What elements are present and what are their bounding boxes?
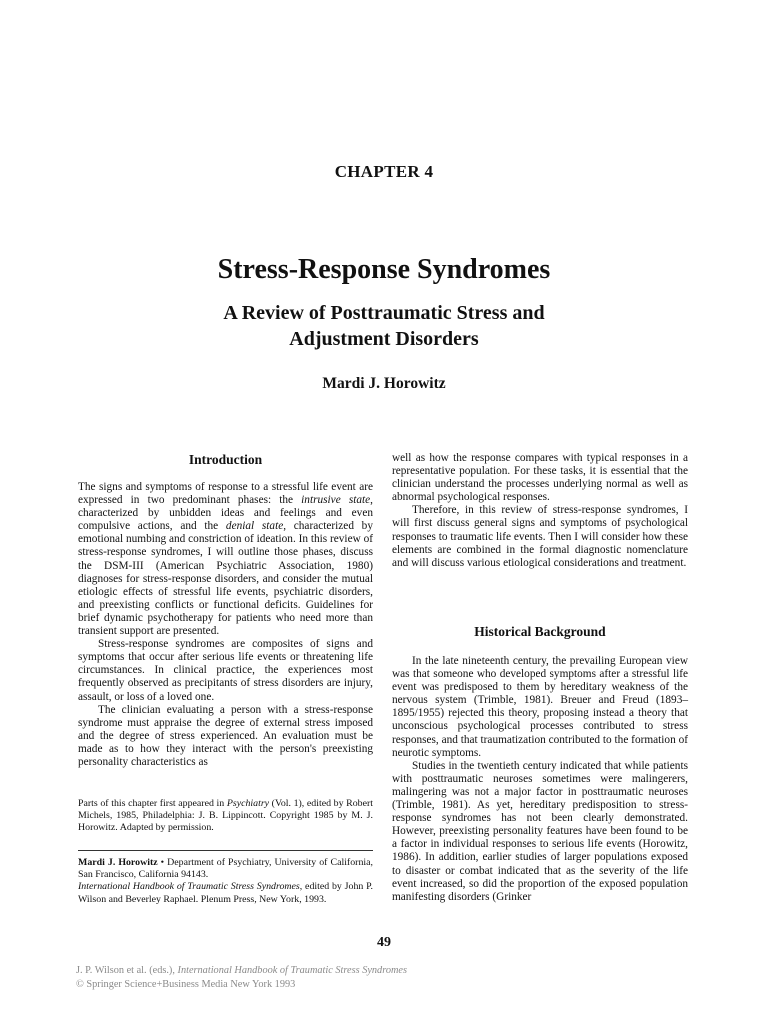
intro-paragraph-3: The clinician evaluating a person with a stress-response syndrome must appraise the degree of external stress imposed and the degree of stress experienced. An evaluation must be made as to how they interact with the person's preexisting personality characteristics as bbox=[78, 703, 373, 768]
footnote-divider bbox=[78, 850, 373, 851]
chapter-title: Stress-Response Syndromes bbox=[217, 254, 551, 285]
text-run: Parts of this chapter first appeared in bbox=[78, 798, 227, 809]
subtitle-line-1: A Review of Posttraumatic Stress and bbox=[223, 302, 545, 324]
page-number: 49 bbox=[377, 935, 391, 950]
section-heading-introduction: Introduction bbox=[188, 452, 263, 467]
text-run: J. P. Wilson et al. (eds.), bbox=[76, 965, 178, 976]
emphasis-denial-state: denial state bbox=[225, 520, 284, 533]
left-column-body bbox=[78, 481, 373, 769]
text-run: (Vol. 1), edited by Robert Michels, 1985, Philadelphia: J. B. Lippincott. Copyright 1985 by M. J. Horowitz. Adapted by permission. bbox=[78, 798, 373, 834]
text-run: , characterized by unbidden ideas and feelings and even compulsive actions, and the bbox=[78, 494, 373, 533]
right-paragraph-1: well as how the response compares with typical responses in a representative population. For these tasks, it is essential that the clinician understand the processes underlying normal as well as abnormal psychological responses. bbox=[392, 452, 688, 504]
text-run: , characterized by emotional numbing and constriction of ideation. In this review of stress-response syndromes, I will outline those phases, discuss the DSM-III (American Psychiatric Association, 1980) diagnoses for stress-response disorders, and consider the mutual etiologic effects of stressful life events, psychiatric disorders, and preexisting conflicts or functional deficits. Guidelines for brief dynamic psychotherapy for patients who need more than transient support are presented. bbox=[78, 520, 373, 638]
source-note-text bbox=[78, 798, 373, 835]
history-paragraph-1: In the late nineteenth century, the prevailing European view was that someone who developed symptoms after a stressful life event was predisposed to them by hereditary weakness of the nervous system (Trimble, 1981). Breuer and Freud (1893–1895/1955) rejected this theory, proposing instead a theory that unconscious psychological processes contributed to stress responses, and that traumatization contributed to the formation of neurotic symptoms. bbox=[392, 655, 688, 759]
bullet-separator: • bbox=[157, 857, 168, 868]
journal-title: Psychiatry bbox=[226, 798, 270, 809]
history-paragraph-2: Studies in the twentieth century indicated that while patients with posttraumatic neuroses sometimes were malingerers, malingering was not a major factor in posttraumatic neuroses (Trimble, 1981). As yet, hereditary predisposition to stress-response syndromes has not been clearly demonstrated. However, preexisting personality features have been found to be a factor in individual responses to serious life events (Horowitz, 1986). In addition, earlier studies of larger populations exposed to disaster or combat indicated that as the severity of the life event increased, so did the proportion of the exposed population manifesting disorders (Grinker bbox=[392, 759, 688, 903]
footer-line-1 bbox=[76, 964, 407, 978]
author-name: Mardi J. Horowitz bbox=[322, 375, 446, 392]
right-column-top bbox=[392, 452, 688, 570]
affiliation-author: Mardi J. Horowitz bbox=[78, 857, 158, 868]
book-details: , edited by John P. Wilson and Beverley Raphael. Plenum Press, New York, 1993. bbox=[78, 881, 374, 905]
author-affiliation-note bbox=[78, 857, 373, 906]
footer-line-2: © Springer Science+Business Media New York 1993 bbox=[76, 979, 296, 990]
footer-book-title: International Handbook of Traumatic Stress Syndromes bbox=[177, 965, 407, 976]
section-heading-historical-background: Historical Background bbox=[474, 624, 606, 639]
affiliation-text bbox=[78, 857, 373, 881]
chapter-label: CHAPTER 4 bbox=[334, 162, 434, 181]
right-paragraph-2: Therefore, in this review of stress-response syndromes, I will first discuss general signs and symptoms of psychological responses to traumatic life events. Then I will consider how these elements are combined in the formal diagnostic nomenclature and will discuss various etiological considerations and treatment. bbox=[392, 504, 688, 569]
chapter-subtitle bbox=[0, 300, 768, 352]
source-note bbox=[78, 798, 373, 835]
subtitle-line-2: Adjustment Disorders bbox=[289, 328, 479, 350]
emphasis-intrusive-state: intrusive state bbox=[301, 494, 371, 507]
right-column-bottom bbox=[392, 655, 688, 904]
intro-paragraph-2: Stress-response syndromes are composites of signs and symptoms that occur after serious life events or threatening life circumstances. In clinical practice, the experiences most frequently observed as precipitants of stress disorders are injury, assault, or loss of a loved one. bbox=[78, 638, 373, 703]
intro-paragraph-1 bbox=[78, 481, 373, 638]
footer-citation bbox=[76, 964, 407, 992]
affiliation-department: Department of Psychiatry, University of California, San Francisco, California 94143. bbox=[78, 857, 373, 881]
book-citation bbox=[78, 881, 373, 905]
book-title: International Handbook of Traumatic Stress Syndromes bbox=[78, 881, 300, 893]
text-run: The signs and symptoms of response to a stressful life event are expressed in two predominant phases: the bbox=[78, 481, 373, 507]
